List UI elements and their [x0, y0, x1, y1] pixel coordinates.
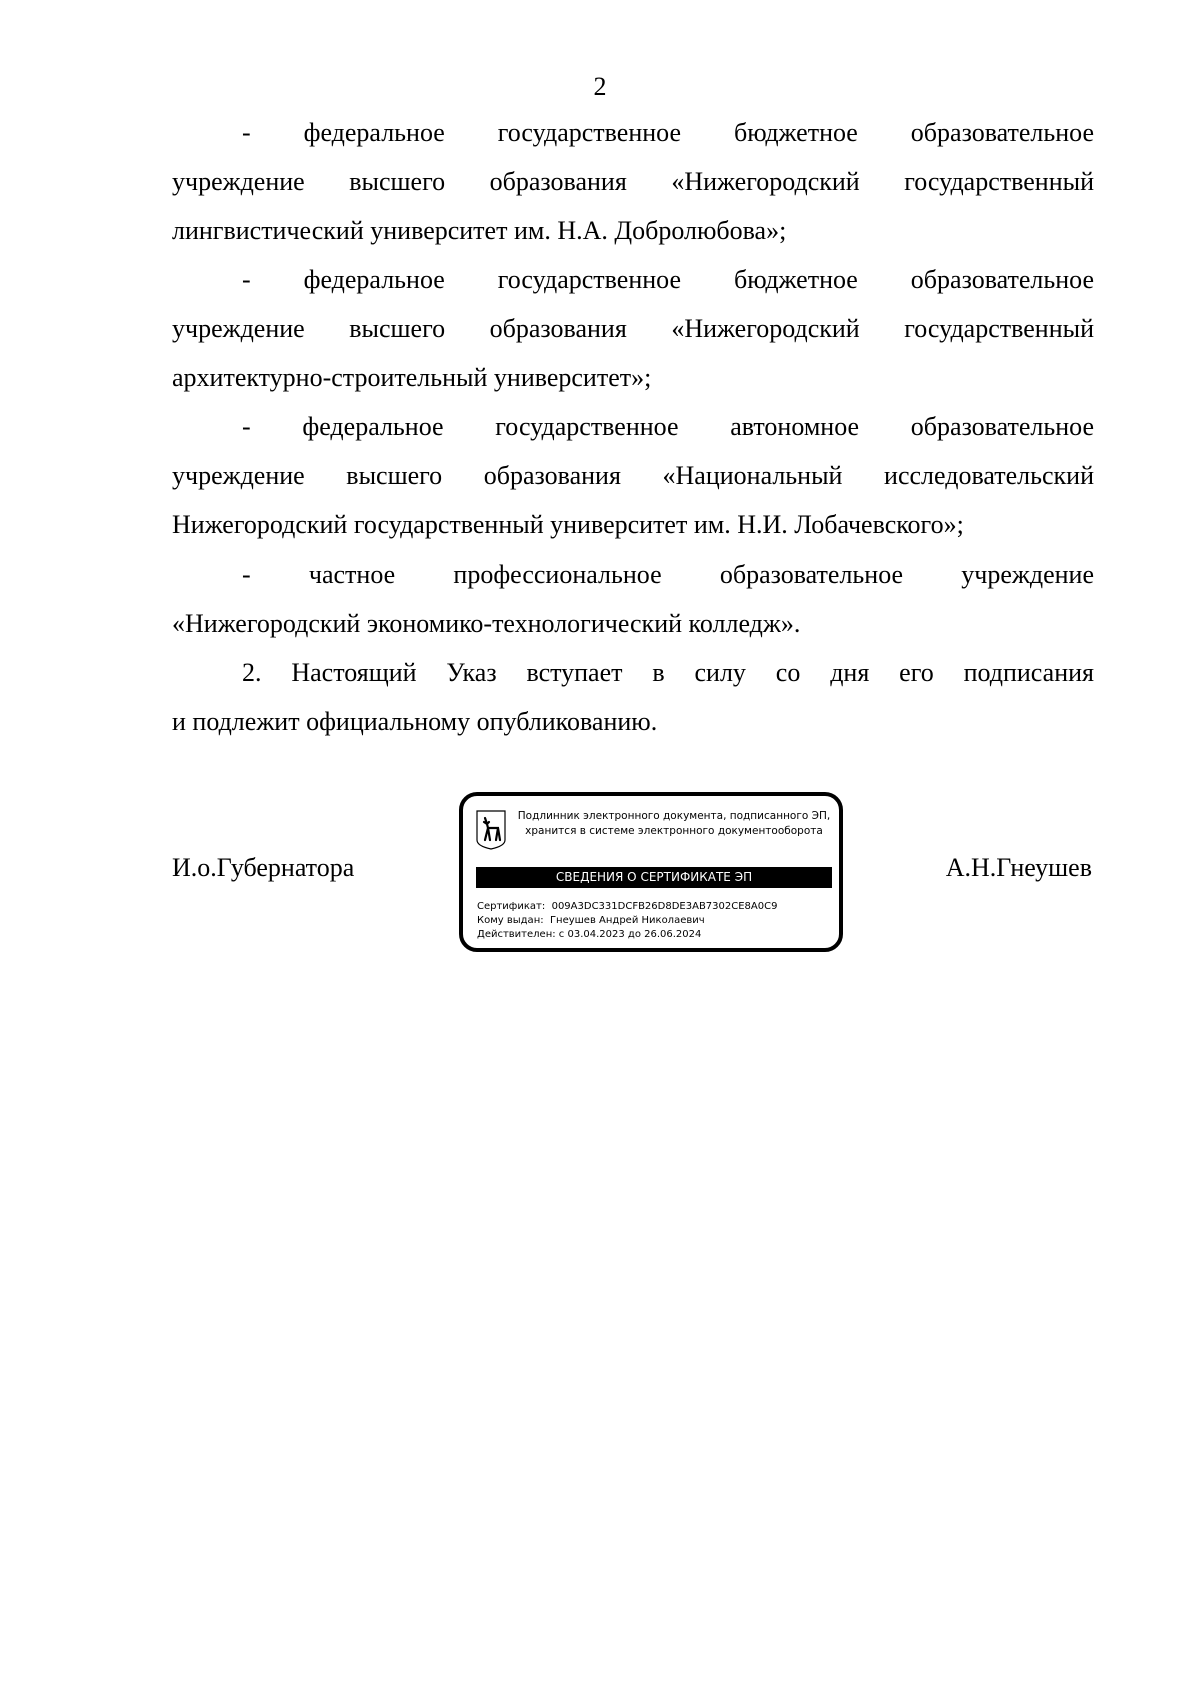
- certificate-info: [477, 900, 777, 942]
- stamp-header: СВЕДЕНИЯ О СЕРТИФИКАТЕ ЭП: [476, 867, 832, 888]
- text-line: - федеральное государственное бюджетное образовательное: [242, 118, 1094, 147]
- signatory-position: И.о.Губернатора: [172, 853, 355, 882]
- text-line: учреждение высшего образования «Нижегородский государственный: [172, 167, 1094, 196]
- stamp-notice: [515, 809, 833, 839]
- page-number: 2: [593, 72, 607, 101]
- text-line: «Нижегородский экономико-технологический колледж».: [172, 609, 801, 638]
- text-line: учреждение высшего образования «Национальный исследовательский: [172, 461, 1094, 490]
- text-line: - частное профессиональное образовательное учреждение: [242, 560, 1094, 589]
- signatory-name: А.Н.Гнеушев: [945, 853, 1092, 882]
- stamp-notice-line: Подлинник электронного документа, подписанного ЭП,: [517, 810, 831, 822]
- text-line: лингвистический университет им. Н.А. Добролюбова»;: [172, 216, 787, 245]
- certificate-validity: Действителен: с 03.04.2023 до 26.06.2024: [477, 929, 702, 940]
- text-line: - федеральное государственное автономное образовательное: [242, 412, 1094, 441]
- text-line: и подлежит официальному опубликованию.: [172, 707, 658, 736]
- text-line: архитектурно-строительный университет»;: [172, 363, 652, 392]
- electronic-signature-stamp: [459, 792, 843, 952]
- coat-of-arms-icon: [476, 810, 506, 850]
- certificate-number: Сертификат: 009A3DC331DCFB26D8DE3AB7302CE8A0C9: [477, 901, 778, 912]
- text-line: - федеральное государственное бюджетное образовательное: [242, 265, 1094, 294]
- stamp-notice-line: хранится в системе электронного документооборота: [525, 825, 823, 837]
- text-line: Нижегородский государственный университет им. Н.И. Лобачевского»;: [172, 510, 964, 539]
- text-line: учреждение высшего образования «Нижегородский государственный: [172, 314, 1094, 343]
- text-line: 2. Настоящий Указ вступает в силу со дня его подписания: [242, 658, 1094, 687]
- certificate-owner: Кому выдан: Гнеушев Андрей Николаевич: [477, 915, 705, 926]
